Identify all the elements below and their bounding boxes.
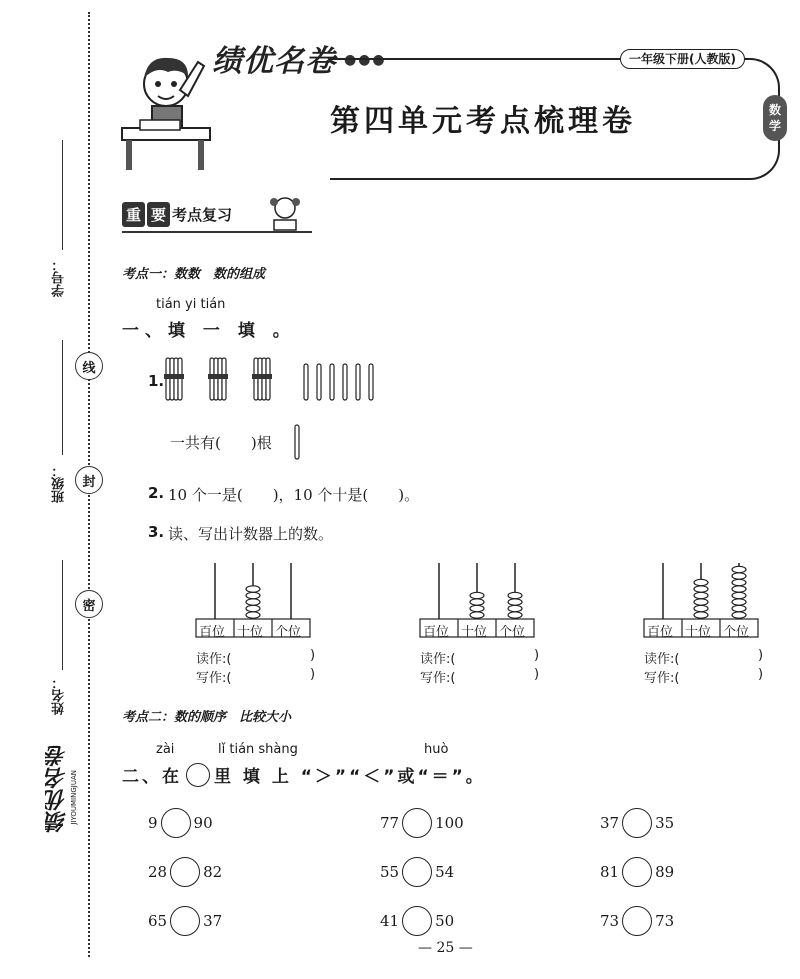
class-label: 班级： — [52, 464, 67, 504]
knowledge-point-1: 考点一：数数 数的组成 — [122, 267, 266, 282]
q1-title: 一、填 一 填 。 — [122, 321, 296, 341]
review-box-1: 重 — [122, 202, 145, 227]
compare-item — [600, 906, 674, 936]
name-label: 姓名： — [52, 676, 67, 716]
compare-left-number: 41 — [380, 912, 400, 930]
compare-right-number: 50 — [435, 912, 455, 930]
read-as-field-close: ) — [758, 648, 764, 663]
abacus-bead — [508, 592, 522, 598]
abacus-bead — [732, 566, 746, 572]
abacus-bead — [470, 599, 484, 605]
side-logo-text: 绩优名卷 — [45, 745, 70, 833]
answer-circle[interactable] — [170, 857, 200, 887]
seal-feng: 封 — [75, 466, 103, 494]
abacus-bead — [732, 579, 746, 585]
girl-mascot-icon — [268, 194, 302, 232]
abacus-bead — [694, 592, 708, 598]
write-as-field-close: ) — [758, 667, 764, 682]
abacus-bead — [732, 605, 746, 611]
read-as-field-label: 读作:( — [420, 652, 456, 667]
brand-dots: ●●● — [344, 52, 387, 68]
compare-left-number: 77 — [380, 814, 400, 832]
q2-title — [122, 762, 486, 787]
answer-circle[interactable] — [622, 808, 652, 838]
abacus-place-label: 十位 — [237, 625, 264, 640]
abacus-bead — [246, 612, 260, 618]
answer-circle[interactable] — [622, 857, 652, 887]
compare-right-number: 90 — [193, 814, 213, 832]
student-id-label: 学号： — [52, 258, 67, 298]
abacus-bead — [246, 592, 260, 598]
write-as-field-label: 写作:( — [196, 671, 232, 686]
compare-item — [380, 808, 464, 838]
single-stick-icon — [293, 424, 301, 460]
review-box-2: 要 — [147, 202, 170, 227]
side-logo-subtext: JIYOUMINGJUAN — [70, 770, 78, 825]
q2-pinyin-zai: zài — [156, 742, 175, 757]
knowledge-point-2: 考点二：数的顺序 比较大小 — [122, 710, 292, 725]
write-as-field-close: ) — [310, 667, 316, 682]
abacus-bead — [694, 605, 708, 611]
answer-circle[interactable] — [402, 906, 432, 936]
abacus-bead — [508, 599, 522, 605]
subject-char-1: 数 — [768, 103, 781, 117]
student-mascot-illustration — [118, 42, 218, 172]
compare-left-number: 37 — [600, 814, 620, 832]
compare-item — [380, 906, 454, 936]
compare-right-number: 73 — [655, 912, 675, 930]
q1-item2-text: 10 个一是( )，10 个十是( )。 — [168, 486, 420, 504]
compare-item — [148, 906, 222, 936]
q1-pinyin: tián yi tián — [156, 297, 226, 312]
abacus-place-label: 百位 — [647, 625, 674, 640]
stick-bundles-illustration — [164, 354, 384, 404]
compare-right-number: 89 — [655, 863, 675, 881]
compare-left-number: 65 — [148, 912, 168, 930]
compare-item — [148, 808, 213, 838]
compare-item — [148, 857, 222, 887]
abacus-place-label: 百位 — [423, 625, 450, 640]
q1-item2-number: 2. — [148, 484, 165, 502]
compare-left-number: 9 — [148, 814, 158, 832]
read-as-field-close: ) — [310, 648, 316, 663]
abacus-place-label: 个位 — [275, 625, 302, 640]
brand-logo: 绩优名卷 — [212, 44, 336, 79]
abacus-bead — [732, 612, 746, 618]
page-title: 第四单元考点梳理卷 — [330, 104, 636, 139]
q1-item3-text: 读、写出计数器上的数。 — [168, 525, 334, 543]
abacus-group — [0, 555, 800, 640]
abacus-bead — [694, 612, 708, 618]
compare-left-number: 73 — [600, 912, 620, 930]
abacus-bead — [694, 586, 708, 592]
q1-item1-number: 1. — [148, 372, 165, 390]
compare-left-number: 28 — [148, 863, 168, 881]
compare-right-number: 100 — [435, 814, 464, 832]
q2-title-circle — [186, 763, 210, 787]
class-rule — [62, 340, 63, 455]
seal-xian: 线 — [75, 352, 103, 380]
q2-pinyin-li-tian-shang: lǐ tián shàng — [218, 742, 298, 757]
compare-right-number: 37 — [203, 912, 223, 930]
seal-mi: 密 — [75, 590, 103, 618]
compare-right-number: 82 — [203, 863, 223, 881]
section-heading-review — [122, 198, 232, 230]
abacus-place-label: 十位 — [685, 625, 712, 640]
compare-right-number: 54 — [435, 863, 455, 881]
answer-circle[interactable] — [170, 906, 200, 936]
answer-circle[interactable] — [161, 808, 191, 838]
read-as-field-close: ) — [534, 648, 540, 663]
abacus-bead — [470, 612, 484, 618]
compare-right-number: 35 — [655, 814, 675, 832]
abacus-bead — [246, 586, 260, 592]
abacus-place-label: 个位 — [499, 625, 526, 640]
abacus-bead — [508, 605, 522, 611]
abacus-bead — [694, 579, 708, 585]
student-id-rule — [62, 140, 63, 250]
abacus-bead — [694, 599, 708, 605]
answer-circle[interactable] — [402, 808, 432, 838]
compare-item — [600, 857, 674, 887]
q2-pinyin-huo: huò — [424, 742, 449, 757]
read-as-field-label: 读作:( — [644, 652, 680, 667]
compare-left-number: 81 — [600, 863, 620, 881]
subject-char-2: 学 — [768, 119, 781, 133]
review-underline — [122, 231, 312, 233]
read-as-field-label: 读作:( — [196, 652, 232, 667]
abacus-bead — [732, 573, 746, 579]
answer-circle[interactable] — [402, 857, 432, 887]
write-as-field-close: ) — [534, 667, 540, 682]
page-number: — 25 — — [418, 940, 473, 956]
compare-left-number: 55 — [380, 863, 400, 881]
q2-title-part-a: 二、在 — [122, 767, 182, 787]
abacus-place-label: 十位 — [461, 625, 488, 640]
abacus-bead — [470, 605, 484, 611]
subject-badge — [763, 95, 787, 141]
answer-circle[interactable] — [622, 906, 652, 936]
abacus-bead — [470, 592, 484, 598]
abacus-bead — [246, 599, 260, 605]
compare-item — [600, 808, 674, 838]
abacus-bead — [246, 605, 260, 611]
review-heading-text: 考点复习 — [172, 205, 233, 224]
write-as-field-label: 写作:( — [644, 671, 680, 686]
q2-title-part-b: 里 填 上 “＞”“＜”或“＝”。 — [214, 767, 486, 787]
compare-item — [380, 857, 454, 887]
abacus-bead — [732, 592, 746, 598]
q1-item3-number: 3. — [148, 523, 165, 541]
abacus-place-label: 个位 — [723, 625, 750, 640]
abacus-bead — [732, 586, 746, 592]
grade-tag: 一年级下册(人教版) — [620, 49, 745, 69]
abacus-place-label: 百位 — [199, 625, 226, 640]
write-as-field-label: 写作:( — [420, 671, 456, 686]
q1-item1-text: 一共有( )根 — [170, 434, 272, 452]
abacus-bead — [508, 612, 522, 618]
abacus-bead — [732, 599, 746, 605]
